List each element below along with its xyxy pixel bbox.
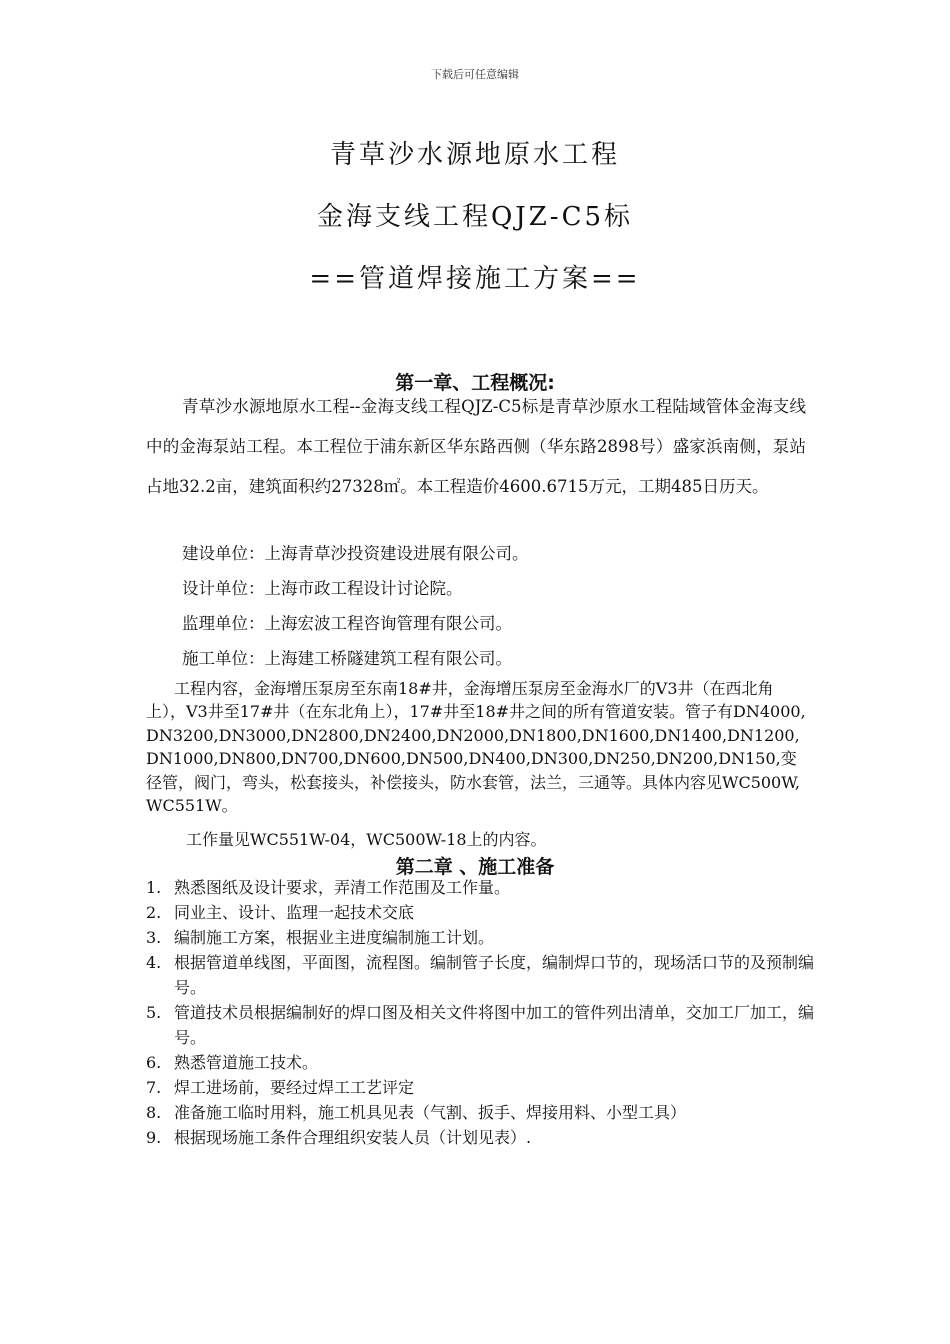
workload-line: 工作量见WC551W-04，WC500W-18上的内容。: [186, 830, 547, 849]
list-item: [146, 900, 826, 925]
document-title-line-1: 青草沙水源地原水工程: [329, 140, 620, 170]
chapter-1-heading: 第一章、工程概况:: [395, 372, 555, 394]
list-item-number: 5.: [146, 1003, 162, 1022]
list-item: [146, 1125, 826, 1150]
list-item: [146, 1075, 826, 1100]
document-title-line-3: ==管道焊接施工方案==: [309, 264, 641, 294]
list-item-number: 6.: [146, 1053, 162, 1072]
list-item-text: 同业主、设计、监理一起技术交底: [174, 903, 415, 922]
list-item-number: 4.: [146, 953, 162, 972]
document-title-line-2: 金海支线工程QJZ-C5标: [316, 202, 634, 232]
list-item-text: 熟悉管道施工技术。: [174, 1053, 319, 1072]
design-unit-line: 设计单位：上海市政工程设计讨论院。: [182, 579, 463, 598]
contractor-unit-line: 施工单位：上海建工桥隧建筑工程有限公司。: [182, 649, 512, 668]
project-overview-paragraph: 青草沙水源地原水工程--金海支线工程QJZ-C5标是青草沙原水工程陆域管体金海支线中的金海泵站工程。本工程位于浦东新区华东路西侧（华东路2898号）盛家浜南侧，泵站占地32.2亩，建筑面积约27328㎡。本工程造价4600.6715万元，工期485日历天。: [146, 397, 806, 496]
list-item-text: 编制施工方案，根据业主进度编制施工计划。: [174, 928, 495, 947]
list-item-text: 根据现场施工条件合理组织安装人员（计划见表）.: [174, 1128, 532, 1147]
list-item-text: 熟悉图纸及设计要求，弄清工作范围及工作量。: [174, 878, 511, 897]
list-item-number: 8.: [146, 1103, 162, 1122]
list-item-number: 9.: [146, 1128, 162, 1147]
list-item: [146, 1050, 826, 1075]
list-item-number: 2.: [146, 903, 162, 922]
chapter-2-heading: 第二章 、施工准备: [395, 856, 555, 878]
list-item: [146, 1000, 826, 1050]
list-item-number: 1.: [146, 878, 162, 897]
project-scope-paragraph: 工程内容，金海增压泵房至东南18#井，金海增压泵房至金海水厂的V3井（在西北角上），V3井至17#井（在东北角上），17#井至18#井之间的所有管道安装。管子有DN4000,DN3200,DN3000,DN2800,DN2400,DN2000,DN1800,DN1600,DN1400,DN1200,DN1000,DN800,DN700,DN600,DN500,DN400,DN300,DN250,DN200,DN150,变径管，阀门，弯头，松套接头，补偿接头，防水套管，法兰，三通等。具体内容见WC500W,WC551W。: [146, 679, 806, 816]
construction-owner-line: 建设单位：上海青草沙投资建设进展有限公司。: [182, 544, 529, 563]
list-item-text: 根据管道单线图，平面图，流程图。编制管子长度，编制焊口节的，现场活口节的及预制编号。: [174, 953, 815, 997]
header-note: 下载后可任意编辑: [431, 68, 519, 81]
list-item: [146, 925, 826, 950]
supervision-unit-line: 监理单位：上海宏波工程咨询管理有限公司。: [182, 614, 512, 633]
list-item-number: 7.: [146, 1078, 162, 1097]
list-item-text: 焊工进场前，要经过焊工工艺评定: [174, 1078, 415, 1097]
list-item-text: 准备施工临时用料，施工机具见表（气割、扳手、焊接用料、小型工具）: [174, 1103, 687, 1122]
list-item-number: 3.: [146, 928, 162, 947]
preparation-steps-list: [146, 875, 826, 1150]
list-item: [146, 1100, 826, 1125]
list-item-text: 管道技术员根据编制好的焊口图及相关文件将图中加工的管件列出清单，交加工厂加工，编号。: [174, 1003, 815, 1047]
list-item: [146, 875, 826, 900]
list-item: [146, 950, 826, 1000]
